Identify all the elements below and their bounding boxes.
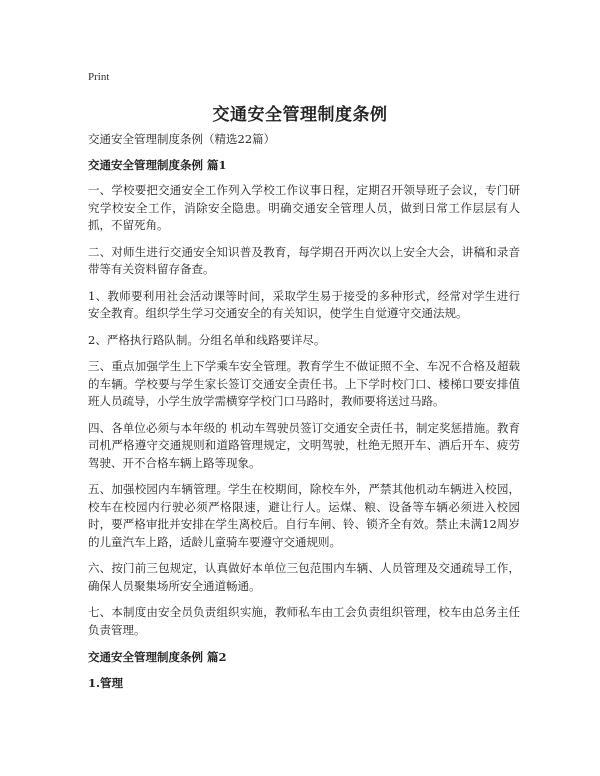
- document-body: [88, 130, 520, 692]
- paragraph: 1、教师要利用社会活动课等时间，采取学生易于接受的多种形式，经常对学生进行安全教育。组织学生学习交通安全的有关知识，使学生自觉遵守交通法规。: [88, 288, 520, 320]
- paragraph: 一、学校要把交通安全工作列入学校工作议事日程，定期召开领导班子会议，专门研究学校安全工作，消除安全隐患。明确交通安全管理人员，做到日常工作层层有人抓，不留死角。: [88, 183, 520, 232]
- paragraph: 四、各单位必须与本年级的 机动车驾驶员签订交通安全责任书，制定奖惩措施。教育司机严格遵守交通规则和道路管理规定，文明驾驶，杜绝无照开车、酒后开车、疲劳驾驶、开不合格车辆上路等现象。: [88, 420, 520, 470]
- page-title: 交通安全管理制度条例: [212, 105, 388, 125]
- paragraph: 三、重点加强学生上下学乘车安全管理。教育学生不做证照不全、车况不合格及超载的车辆。学校要与学生家长签订交通安全责任书。上下学时校门口、楼梯口要安排值班人员疏导，小学生放学需横穿学校门口马路时，教师要将送过马路。: [88, 359, 520, 408]
- print-link[interactable]: Print: [88, 71, 110, 83]
- section-heading-1: 交通安全管理制度条例 篇1: [88, 158, 227, 172]
- sub-heading: 1.管理: [88, 676, 124, 690]
- section-heading-2: 交通安全管理制度条例 篇2: [88, 650, 227, 664]
- document-subtitle: 交通安全管理制度条例（精选22篇）: [88, 132, 276, 146]
- paragraph: 五、加强校园内车辆管理。学生在校期间，除校车外，严禁其他机动车辆进入校园，校车在校园内行驶必须严格限速，避让行人。运煤、粮、设备等车辆必须进入校园时，要严格审批并安排在学生离校后。自行车闸、铃、锁齐全有效。禁止未满12周岁的儿童汽车上路，适龄儿童骑车要遵守交通规则。: [88, 482, 520, 549]
- paragraph: 二、对师生进行交通安全知识普及教育，每学期召开两次以上安全大会，讲稿和录音带等有关资料留存备查。: [88, 244, 520, 276]
- paragraph: 2、严格执行路队制。分组名单和线路要详尽。: [88, 332, 326, 347]
- paragraph: 六、按门前三包规定，认真做好本单位三包范围内车辆、人员管理及交通疏导工作，确保人员聚集场所安全通道畅通。: [88, 561, 520, 593]
- paragraph: 七、本制度由安全员负责组织实施，教师私车由工会负责组织管理，校车由总务主任负责管理。: [88, 605, 520, 637]
